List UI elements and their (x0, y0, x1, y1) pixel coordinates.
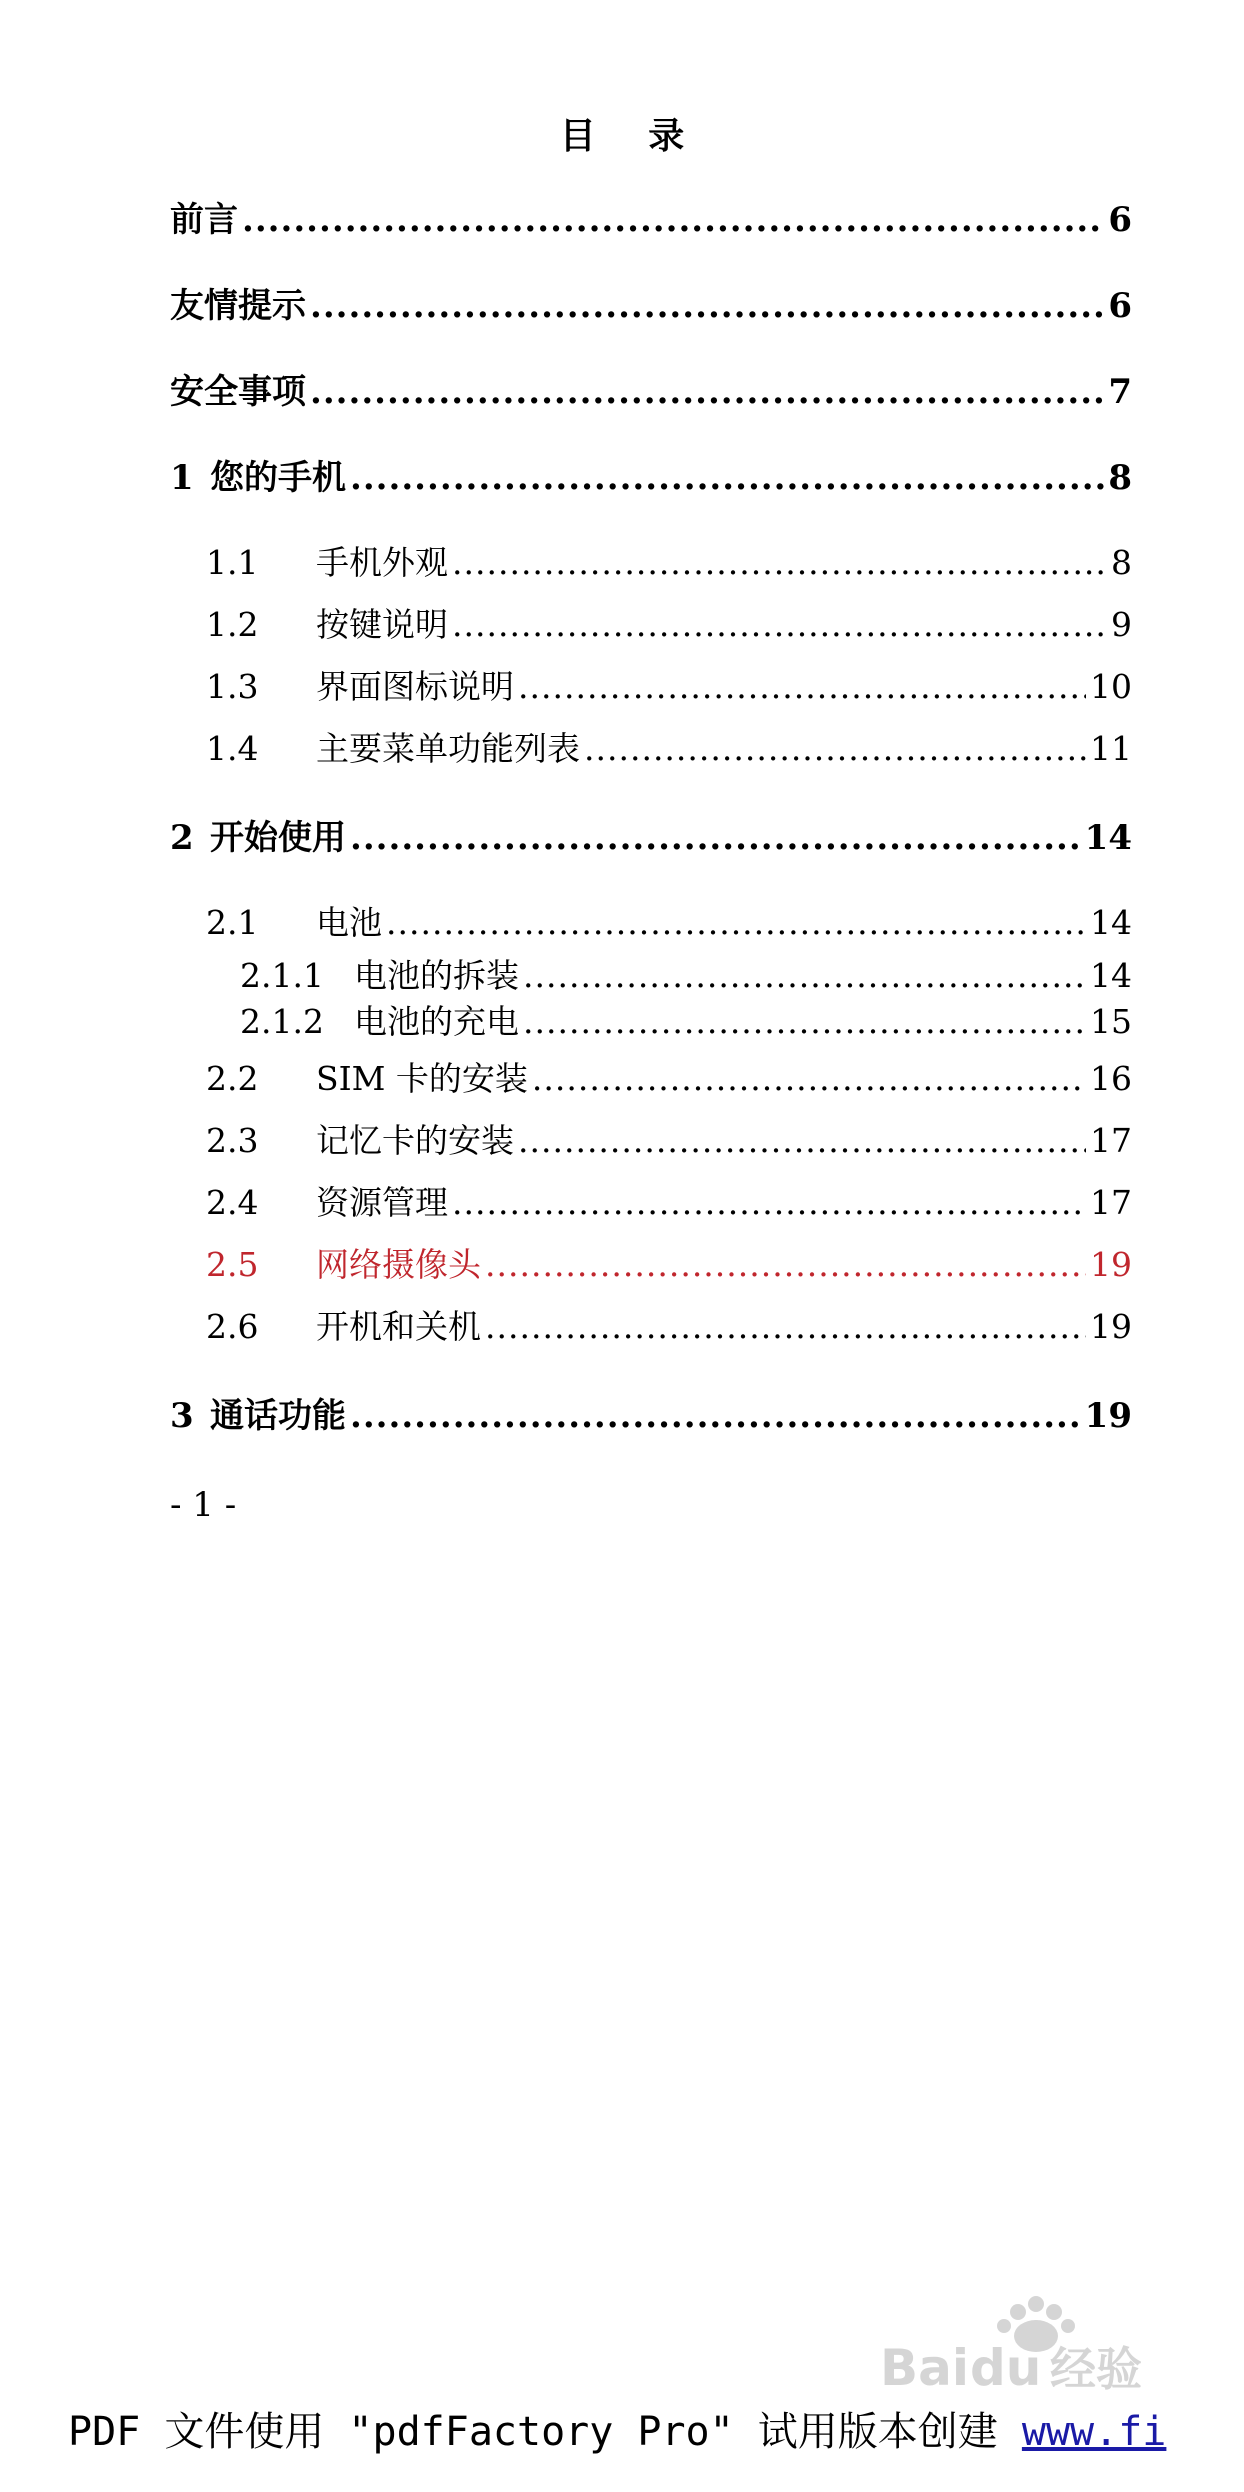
toc-entry-2-5[interactable] (206, 1239, 1132, 1283)
toc-page: 14 (1090, 956, 1132, 990)
toc-entry-2-1[interactable] (206, 897, 1132, 941)
toc-label: 按键说明 (316, 605, 448, 643)
toc-page: 9 (1111, 605, 1132, 643)
toc-number: 3 (170, 1396, 194, 1432)
toc-page: 6 (1108, 286, 1132, 322)
toc-leader (242, 200, 1104, 236)
toc-leader (452, 543, 1107, 581)
toc-label: 安全事项 (170, 372, 306, 408)
toc-page: 14 (1090, 903, 1132, 941)
toc-page: 14 (1084, 818, 1132, 854)
toc-entry-preface[interactable] (170, 192, 1132, 236)
toc-page: 8 (1111, 543, 1132, 581)
toc-label: 电池的拆装 (354, 956, 519, 990)
svg-text:Bai: Bai (880, 2339, 969, 2397)
toc-leader (350, 1396, 1081, 1432)
toc-page: 17 (1090, 1183, 1132, 1221)
toc-number: 1.3 (206, 667, 259, 705)
toc-leader (523, 956, 1086, 990)
toc-number: 2 (170, 818, 194, 854)
toc-page: 15 (1090, 1002, 1132, 1036)
baidu-jingyan-watermark-logo (870, 2290, 1190, 2400)
toc-label: 友情提示 (170, 286, 306, 322)
toc-label: 开机和关机 (316, 1307, 481, 1345)
toc-entry-2-2[interactable] (206, 1053, 1132, 1097)
toc-entry-2-6[interactable] (206, 1301, 1132, 1345)
toc-label: 电池的充电 (354, 1002, 519, 1036)
toc-entry-2-1-2[interactable] (240, 996, 1132, 1036)
toc-entry-chapter-3[interactable] (170, 1388, 1132, 1432)
toc-label: SIM 卡的安装 (316, 1059, 528, 1097)
toc-label: 通话功能 (210, 1396, 346, 1432)
toc-page: 10 (1090, 667, 1132, 705)
toc-label: 您的手机 (210, 458, 346, 494)
toc-entry-chapter-2[interactable] (170, 810, 1132, 854)
toc-number: 2.1.1 (240, 956, 324, 990)
toc-number: 1.2 (206, 605, 259, 643)
toc-label: 主要菜单功能列表 (316, 729, 580, 767)
svg-text:du: du (970, 2339, 1042, 2397)
toc-entry-1-3[interactable] (206, 661, 1132, 705)
toc-entry-2-4[interactable] (206, 1177, 1132, 1221)
toc-entry-2-1-1[interactable] (240, 950, 1132, 990)
toc-page: 19 (1090, 1245, 1132, 1283)
pdf-footer-notice (68, 2400, 1244, 2457)
toc-entry-safety[interactable] (170, 364, 1132, 408)
toc-number: 2.2 (206, 1059, 259, 1097)
toc-leader (518, 667, 1086, 705)
footer-link[interactable]: www.fi (1021, 2409, 1167, 2455)
toc-entry-chapter-1[interactable] (170, 450, 1132, 494)
toc-number: 2.1 (206, 903, 259, 941)
toc-leader (452, 1183, 1086, 1221)
toc-number: 1 (170, 458, 194, 494)
toc-number: 2.5 (206, 1245, 259, 1283)
toc-page: 6 (1108, 200, 1132, 236)
toc-label: 资源管理 (316, 1183, 448, 1221)
page-title: 目 录 (559, 115, 705, 157)
toc-entry-2-3[interactable] (206, 1115, 1132, 1159)
toc-leader (485, 1307, 1086, 1345)
toc-number: 2.6 (206, 1307, 259, 1345)
toc-number: 2.3 (206, 1121, 259, 1159)
toc-label: 界面图标说明 (316, 667, 514, 705)
toc-label: 前言 (170, 200, 238, 236)
toc-leader (310, 286, 1104, 322)
toc-page: 11 (1090, 729, 1132, 767)
toc-label: 开始使用 (210, 818, 346, 854)
toc-entry-tips[interactable] (170, 278, 1132, 322)
toc-entry-1-4[interactable] (206, 723, 1132, 767)
toc-leader (584, 729, 1086, 767)
svg-text:经验: 经验 (1050, 2342, 1142, 2396)
toc-leader (310, 372, 1104, 408)
toc-leader (452, 605, 1107, 643)
toc-page: 19 (1084, 1396, 1132, 1432)
toc-leader (532, 1059, 1086, 1097)
page-number: - 1 - (170, 1485, 237, 1525)
toc-leader (523, 1002, 1086, 1036)
toc-page: 8 (1108, 458, 1132, 494)
toc-page: 16 (1090, 1059, 1132, 1097)
toc-page: 17 (1090, 1121, 1132, 1159)
toc-page: 7 (1108, 372, 1132, 408)
toc-entry-1-1[interactable] (206, 537, 1132, 581)
toc-label: 记忆卡的安装 (316, 1121, 514, 1159)
toc-leader (518, 1121, 1086, 1159)
toc-number: 1.4 (206, 729, 259, 767)
toc-label: 电池 (316, 903, 382, 941)
toc-leader (386, 903, 1086, 941)
toc-leader (485, 1245, 1086, 1283)
toc-number: 2.4 (206, 1183, 259, 1221)
toc-label: 网络摄像头 (316, 1245, 481, 1283)
toc-leader (350, 458, 1104, 494)
toc-number: 2.1.2 (240, 1002, 324, 1036)
toc-leader (350, 818, 1081, 854)
toc-label: 手机外观 (316, 543, 448, 581)
toc-page: 19 (1090, 1307, 1132, 1345)
footer-text: PDF 文件使用 "pdfFactory Pro" 试用版本创建 (68, 2409, 1022, 2455)
toc-entry-1-2[interactable] (206, 599, 1132, 643)
toc-number: 1.1 (206, 543, 259, 581)
